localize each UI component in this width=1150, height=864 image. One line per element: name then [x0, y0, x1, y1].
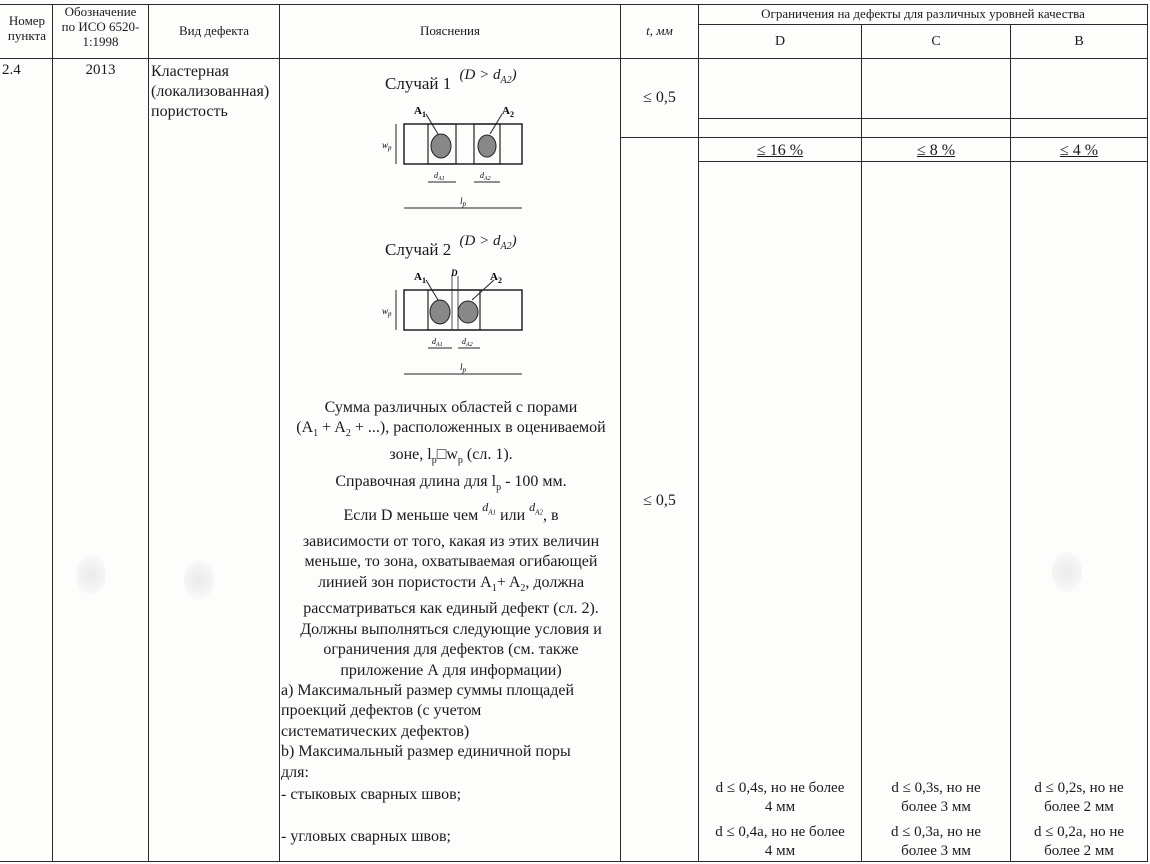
scan-smudge — [184, 560, 214, 600]
defect-name-line-2: (локализованная) — [151, 83, 270, 100]
limit-butt-d: d ≤ 0,4s, но не более 4 мм — [715, 780, 845, 815]
defect-name-line-3: пористость — [151, 103, 228, 120]
rule-limits-header — [698, 24, 1148, 25]
header-number-line-1: Номер — [8, 13, 46, 28]
pore-a1-2 — [430, 300, 450, 324]
limit-area-b: ≤ 4 % — [1059, 142, 1099, 159]
row-defect-name — [151, 62, 269, 122]
rule-col-2 — [148, 4, 149, 861]
header-thickness: t, мм — [646, 23, 673, 38]
label-da2: $d_{A2}$ — [480, 171, 491, 182]
label-da1-2: $d_{A1}$ — [432, 337, 443, 348]
rule-col-1 — [52, 4, 53, 861]
label-a1-2: $A_1$ — [414, 271, 426, 285]
limit-fillet-d: d ≤ 0,4a, но не более 4 мм — [715, 824, 845, 859]
rule-col-8 — [1147, 4, 1148, 861]
expl-line-15: систематических дефектов) — [281, 722, 470, 740]
expl-line-9: рассматриваться как единый дефект (сл. 2). — [303, 600, 599, 618]
case-1-title — [385, 67, 517, 97]
row-iso-code: 2013 — [85, 62, 116, 78]
header-iso-line-2: по ИСО 6520- — [61, 18, 140, 34]
case-2-title — [385, 233, 517, 263]
expl-line-7: меньше, то зона, охватываемая огибающей — [304, 553, 598, 571]
limit-area-d: ≤ 16 % — [756, 142, 804, 159]
pore-a1 — [431, 134, 451, 158]
expl-line-8: линией зон пористости $A_1+ A_2$, должна — [317, 573, 585, 594]
expl-line-16: b) Максимальный размер единичной поры — [281, 743, 571, 761]
rule-header-bottom — [0, 58, 1148, 59]
header-limits: Ограничения на дефекты для различных уровней качества — [761, 6, 1085, 21]
limit-area-c: ≤ 8 % — [916, 142, 956, 159]
case-2-condition: $(D > d_{A2})$ — [459, 233, 517, 252]
defect-name-line-1: Кластерная — [151, 63, 229, 80]
expl-line-3: зоне, $l_p□w_p$ (сл. 1). — [389, 446, 513, 467]
weld-zone-rect — [404, 124, 522, 164]
rule-sub-1 — [698, 118, 1148, 119]
header-explanation: Пояснения — [419, 23, 480, 38]
limit-fillet-c: d ≤ 0,3a, но не более 3 мм — [890, 824, 982, 859]
rule-sub-2 — [620, 137, 1148, 138]
label-wp: $w_p$ — [382, 140, 392, 152]
pore-a2-2 — [458, 301, 478, 323]
scan-smudge — [1052, 552, 1082, 592]
expl-line-1: Сумма различных областей с порами — [324, 399, 578, 416]
pore-a2 — [478, 135, 496, 157]
rule-col-3 — [279, 4, 280, 861]
rule-bottom — [0, 861, 1148, 862]
header-iso-line-1: Обозначение — [64, 4, 137, 19]
rule-col-5 — [698, 4, 699, 861]
row-number: 2.4 — [2, 62, 21, 78]
label-wp-2: $w_p$ — [382, 306, 392, 318]
expl-line-6: зависимости от того, какая из этих величин — [302, 532, 600, 550]
label-lp-2: $l_p$ — [460, 362, 467, 374]
header-level-d: D — [774, 34, 786, 49]
limit-butt-b: d ≤ 0,2s, но не более 2 мм — [1034, 780, 1124, 815]
limit-butt-c: d ≤ 0,3s, но не более 3 мм — [891, 780, 981, 815]
scan-smudge — [76, 555, 106, 595]
case-1-diagram — [378, 100, 538, 212]
case-2-diagram — [378, 268, 538, 380]
label-d: D — [451, 268, 458, 278]
explanation-text — [281, 398, 621, 848]
case-1-condition: $(D > d_{A2})$ — [459, 67, 517, 86]
row-thickness-2: ≤ 0,5 — [643, 492, 676, 509]
header-level-c: C — [931, 34, 941, 49]
limit-fillet-b: d ≤ 0,2a, но не более 2 мм — [1033, 824, 1125, 859]
expl-line-10: Должны выполняться следующие условия и — [300, 620, 602, 638]
header-iso — [53, 5, 148, 50]
label-da1: $d_{A1}$ — [434, 171, 445, 182]
rule-area-bottom — [698, 161, 1148, 162]
header-number — [2, 14, 52, 44]
expl-line-fillet: - угловых сварных швов; — [281, 828, 451, 846]
expl-line-14: проекций дефектов (с учетом — [281, 702, 482, 720]
expl-line-11: ограничения для дефектов (см. также — [323, 641, 579, 659]
header-number-line-2: пункта — [7, 27, 47, 43]
label-a2-2: $A_2$ — [490, 271, 502, 285]
header-iso-line-3: 1:1998 — [82, 33, 119, 49]
expl-line-13: a) Максимальный размер суммы площадей — [281, 682, 575, 700]
header-level-b: B — [1074, 34, 1084, 49]
header-defect-type: Вид дефекта — [179, 23, 249, 38]
label-a1: $A_1$ — [414, 105, 426, 119]
label-da2-2: $d_{A2}$ — [462, 337, 473, 348]
expl-line-12: приложение А для информации) — [340, 661, 562, 679]
expl-line-4: Справочная длина для $l_p - 100$ мм. — [335, 472, 567, 493]
label-lp: $l_p$ — [460, 196, 467, 208]
expl-line-2: ($A_1 + A_2$ + ...), расположенных в оцениваемой — [296, 419, 606, 440]
expl-line-17: для: — [281, 763, 309, 781]
rule-top — [0, 4, 1148, 5]
expl-line-5: Если D меньше чем $^{d_{A1}}$ или $^{d_{A2}}$, в — [343, 500, 559, 525]
expl-line-butt: - стыковых сварных швов; — [281, 786, 462, 804]
label-a2: $A_2$ — [502, 105, 514, 119]
case-1-label: Случай 1 — [385, 74, 452, 93]
row-thickness-1: ≤ 0,5 — [643, 89, 676, 106]
case-2-label: Случай 2 — [385, 240, 452, 259]
